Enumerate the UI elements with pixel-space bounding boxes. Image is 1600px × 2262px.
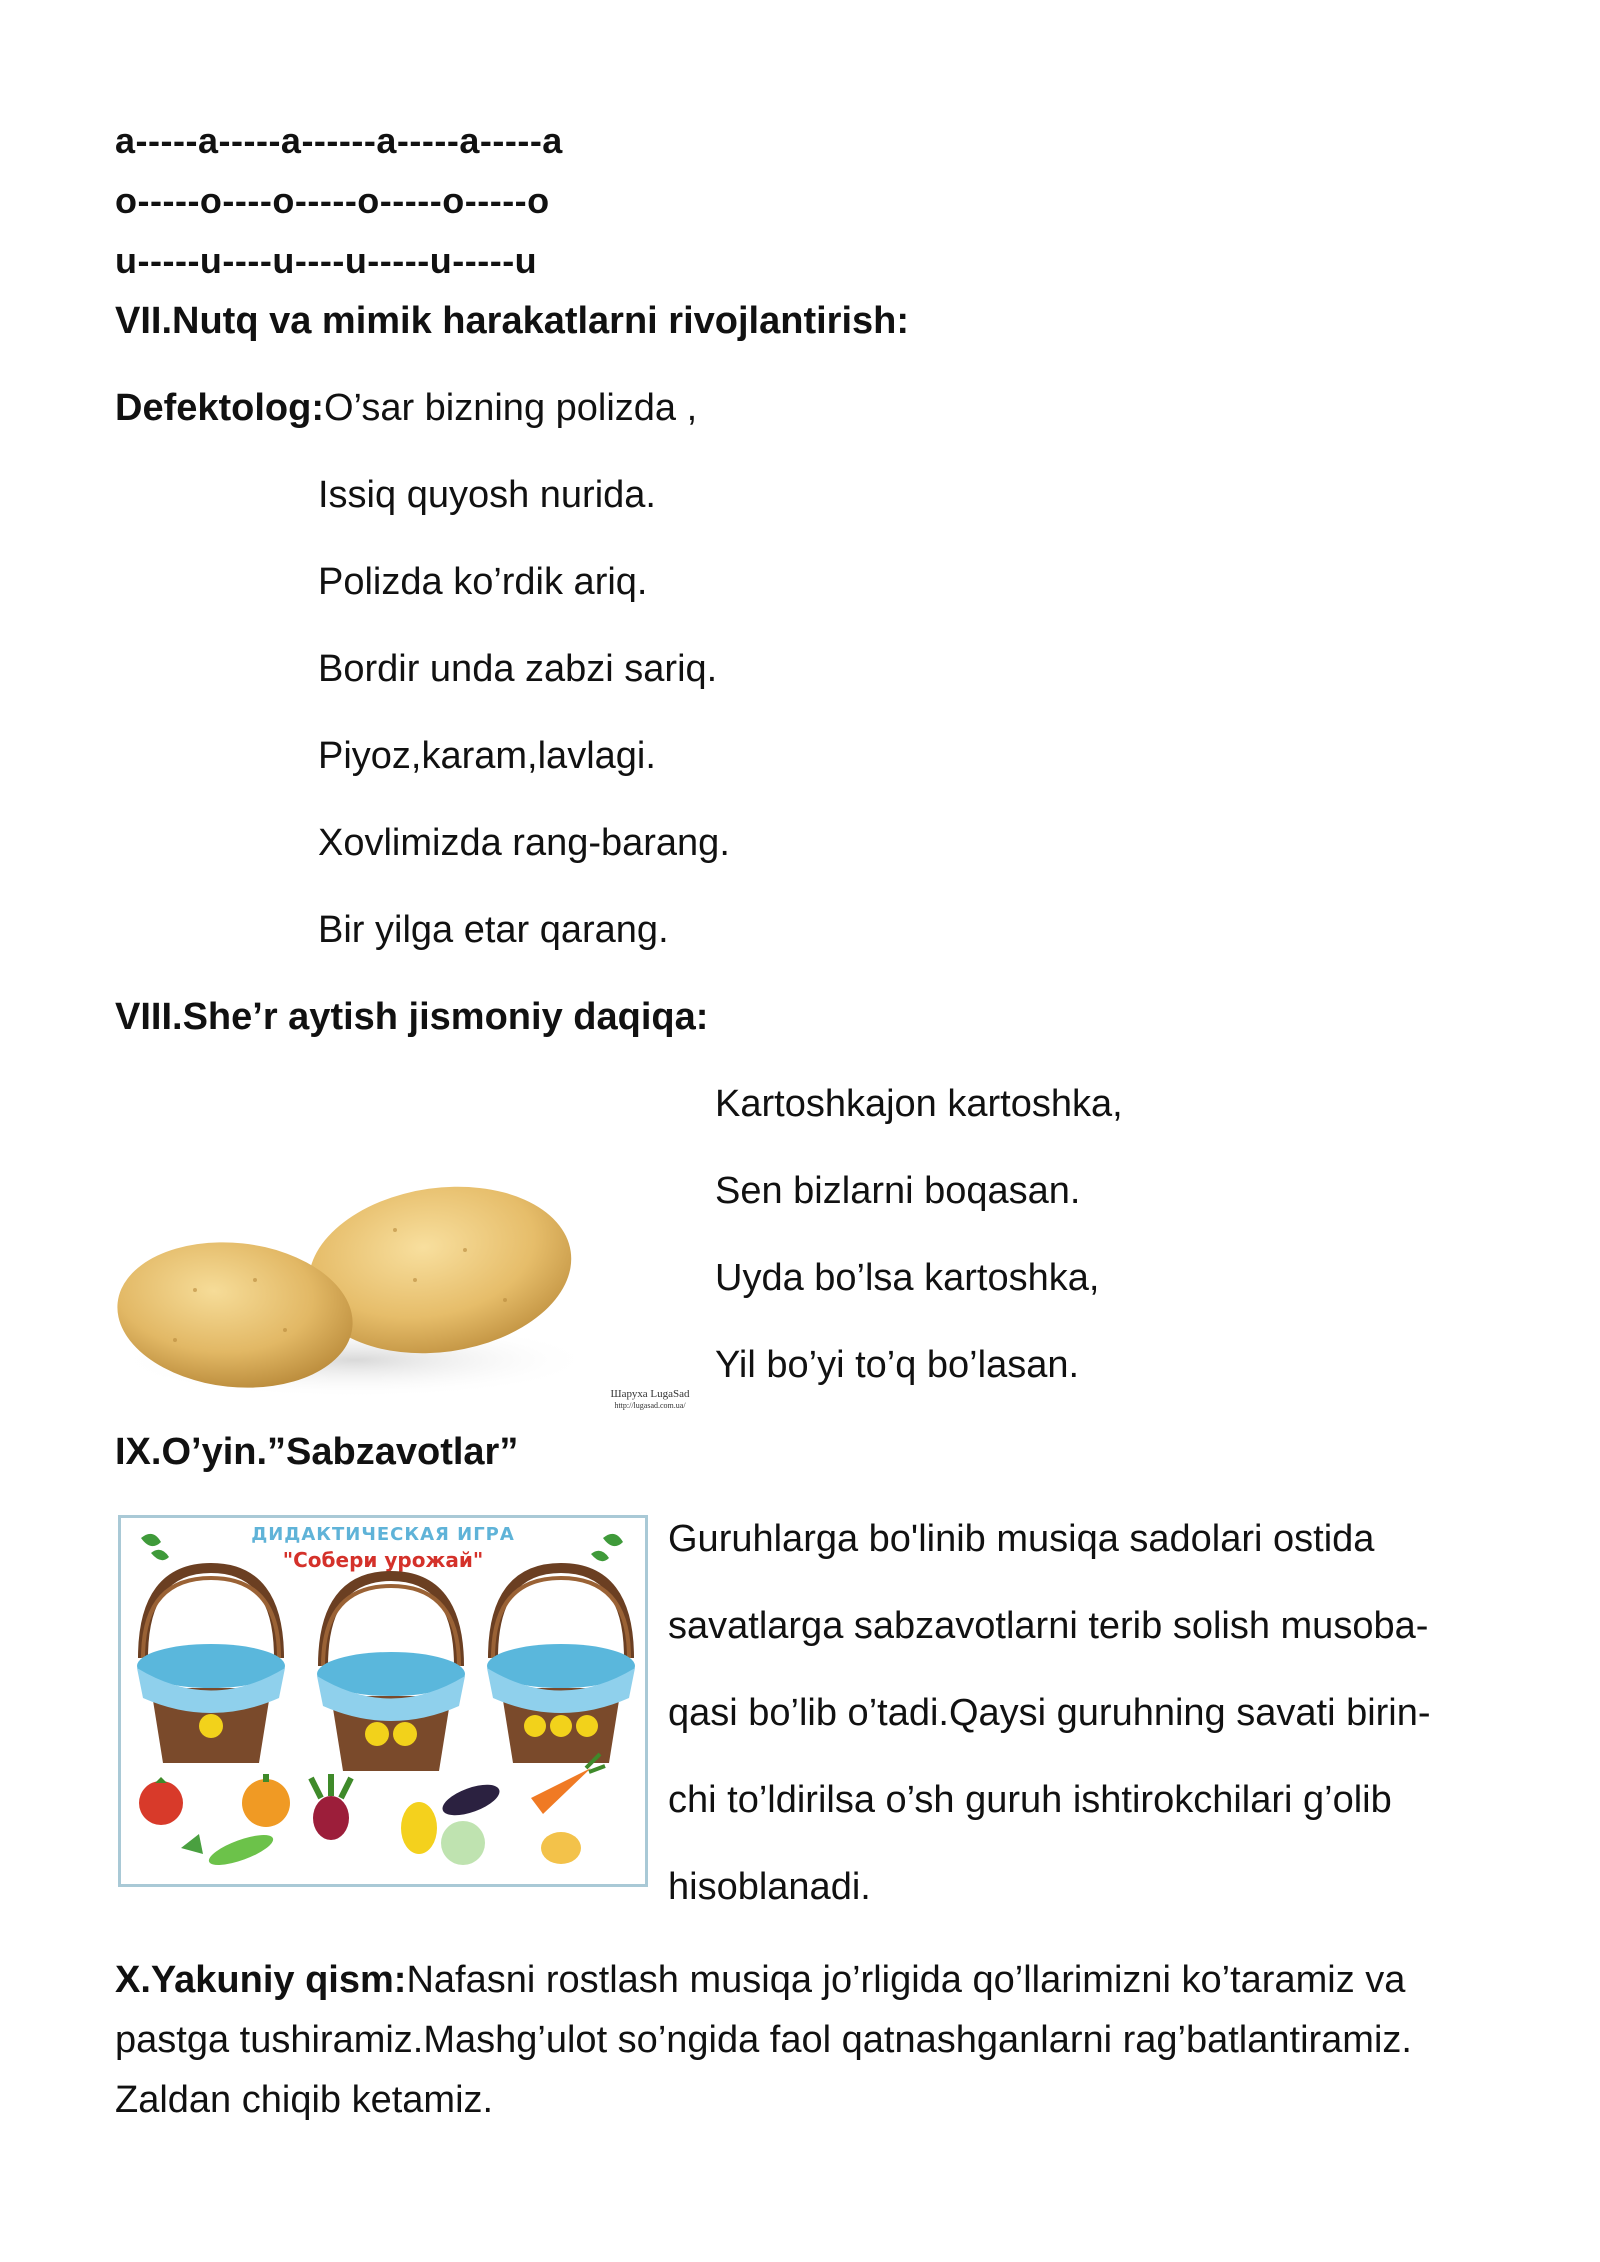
- image-credit-url: http://lugasad.com.ua/: [614, 1401, 686, 1410]
- game-description-line: hisoblanadi.: [668, 1866, 871, 1908]
- vowel-drill-u: u-----u----u----u-----u-----u: [115, 240, 538, 281]
- image-credit: [605, 1388, 695, 1412]
- poem-line: Bordir unda zabzi sariq.: [318, 648, 718, 690]
- poem-line: Xovlimizda rang-barang.: [318, 822, 730, 864]
- poem-line: Polizda ko’rdik ariq.: [318, 561, 648, 603]
- section-7-heading: VII.Nutq va mimik harakatlarni rivojlantirish:: [115, 300, 910, 342]
- section-10-text: Nafasni rostlash musiqa jo’rligida qo’llarimizni ko’taramiz va pastga tushiramiz.Mashg’ulot so’ngida faol qatnashganlarni rag’batlantiramiz. Zaldan chiqib ketamiz.: [115, 1959, 1412, 2121]
- game-description-line: savatlarga sabzavotlarni terib solish musoba-: [668, 1605, 1429, 1647]
- game-description-line: Guruhlarga bo'linib musiqa sadolari ostida: [668, 1518, 1375, 1560]
- section-8-heading: VIII.She’r aytish jismoniy daqiqa:: [115, 996, 709, 1038]
- poem-line: Bir yilga etar qarang.: [318, 909, 669, 951]
- potatoes-image: [115, 1130, 695, 1420]
- harvest-game-image: [118, 1515, 648, 1887]
- game-description-line: chi to’ldirilsa o’sh guruh ishtirokchilari g’olib: [668, 1779, 1392, 1821]
- poem-first-line: O’sar bizning polizda ,: [324, 387, 698, 429]
- section-10-label: X.Yakuniy qism:: [115, 1959, 407, 2001]
- speaker-line: [115, 384, 697, 432]
- poem-line: Issiq quyosh nurida.: [318, 474, 656, 516]
- section-10-paragraph: [115, 1950, 1505, 2130]
- game-description-line: qasi bo’lib o’tadi.Qaysi guruhning savati birin-: [668, 1692, 1431, 1734]
- speaker-label: Defektolog:: [115, 387, 324, 429]
- vowel-drill-o: o-----o----o-----o-----o-----o: [115, 180, 550, 221]
- game-image-subtitle: "Собери урожай": [282, 1548, 484, 1572]
- poem-line: Piyoz,karam,lavlagi.: [318, 735, 656, 777]
- vowel-drill-a: a-----a-----a------a-----a-----a: [115, 120, 563, 161]
- potato-poem-line: Uyda bo’lsa kartoshka,: [715, 1257, 1100, 1299]
- potato-poem-line: Sen bizlarni boqasan.: [715, 1170, 1081, 1212]
- section-9-heading: IX.O’yin.”Sabzavotlar”: [115, 1431, 519, 1473]
- game-image-title: ДИДАКТИЧЕСКАЯ ИГРА: [251, 1524, 515, 1545]
- potato-poem-line: Kartoshkajon kartoshka,: [715, 1083, 1123, 1125]
- image-credit-name: Шаруха LugaSad: [610, 1388, 690, 1400]
- potato-poem-line: Yil bo’yi to’q bo’lasan.: [715, 1344, 1080, 1386]
